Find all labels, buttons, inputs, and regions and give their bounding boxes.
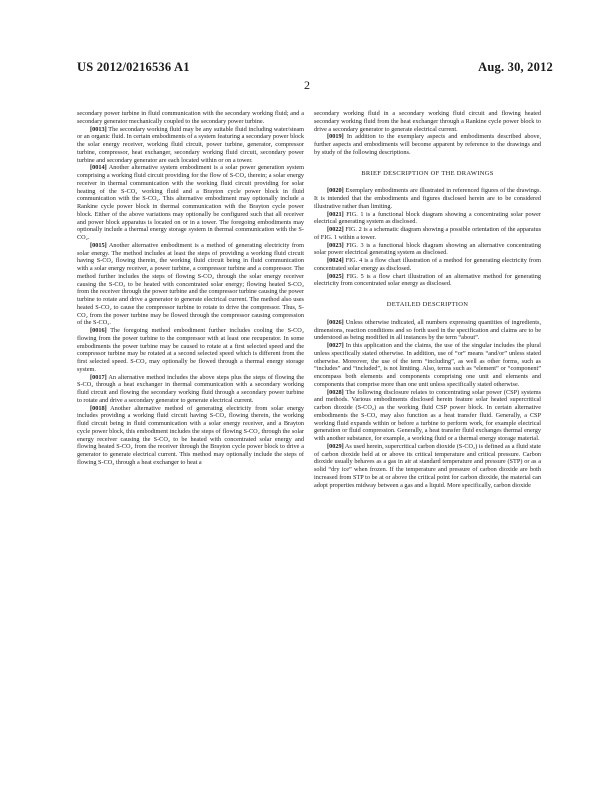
paragraph-number: [0026] <box>327 318 344 326</box>
paragraph-number: [0022] <box>327 226 344 233</box>
page-number: 2 <box>304 78 310 92</box>
paragraph-number: [0023] <box>327 241 344 249</box>
paragraph-0014 <box>77 164 304 242</box>
paragraph-number: [0029] <box>327 442 344 450</box>
publication-number: US 2012/0216536 A1 <box>77 60 190 74</box>
paragraph-0026 <box>314 319 541 342</box>
section-heading-drawings: BRIEF DESCRIPTION OF THE DRAWINGS <box>361 169 494 177</box>
paragraph-0029 <box>314 443 541 490</box>
left-column <box>77 110 304 467</box>
paragraph-text: In this application and the claims, the use of the singular includes the plural unless specifically stated otherwise. In addition, use of “or” means “and/or” unless stated otherwise. Moreover, the use of the term “including”, as well as other forms, such as “includes” and “included”, is not limiting. Also, terms such as “element” or “component” encompass both elements and components comprising one unit and elements and components that comprise more than one unit unless specifically stated otherwise. <box>314 342 542 388</box>
paragraph-0016 <box>77 327 304 374</box>
paragraph-0018 <box>77 405 304 467</box>
paragraph-0019 <box>314 133 541 156</box>
paragraph-text: FIG. 4 is a flow chart illustration of a method for generating electricity from concentrated solar energy as disclosed. <box>314 257 541 272</box>
paragraph-text: FIG. 3 is a functional block diagram showing an alternative concentrating solar power electrical generating system as disclosed. <box>314 241 542 257</box>
paragraph-number: [0021] <box>327 210 344 218</box>
paragraph-0025 <box>314 273 541 289</box>
section-heading-detailed: DETAILED DESCRIPTION <box>386 301 469 308</box>
paragraph-number: [0014] <box>90 164 107 172</box>
paragraph-text: Exemplary embodiments are illustrated in referenced figures of the drawings. It is intended that the embodiments and figures disclosed herein are to be considered illustrative rather than limiting. <box>314 187 542 210</box>
paragraph-0024 <box>314 257 541 273</box>
paragraph-0027 <box>314 342 541 389</box>
paragraph-0013 <box>77 126 304 165</box>
paragraph-text: FIG. 1 is a functional block diagram showing a concentrating solar power electrical generating system as disclosed. <box>314 210 541 226</box>
paragraph-0022 <box>314 226 541 242</box>
paragraph-number: [0027] <box>327 342 344 349</box>
paragraph-text: Another alternative method of generating electricity from solar energy includes providing a working fluid circuit having S-CO₂ flowing therein, the working fluid circuit being in fluid communication with a solar energy receiver, and a Brayton cycle power block, this embodiment includes the steps of flowing S-CO₂ through the solar energy receiver causing the S-CO₂ to be heated with concentrated solar energy and flowing heated S-CO₂ from the receiver through the Brayton cycle power block to drive a generator to generate electrical current. This method may optionally include the steps of flowing S-CO₂ through a heat exchanger to heat a <box>77 404 304 466</box>
paragraph-text: The following disclosure relates to concentrating solar power (CSP) systems and methods. Various embodiments disclosed herein feature solar heated supercritical carbon dioxide (S-CO₂) as the working fluid CSP power block. In certain alternative embodiments the S-CO₂ may also function as a heat transfer fluid. Generally, a CSP working fluid expands within or before a turbine to perform work, for example electrical generation or fluid compression. Generally, a heat transfer fluid exchanges thermal energy with another substance, for example, a working fluid or a thermal energy storage material. <box>314 388 542 442</box>
paragraph-number: [0013] <box>90 125 107 133</box>
paragraph-number: [0020] <box>327 187 344 195</box>
paragraph-text: An alternative method includes the above steps plus the steps of flowing the S-CO₂ through a heat exchanger in thermal communication with a secondary working fluid circuit and flowing the secondary working fluid through a secondary power turbine to rotate and drive a secondary generator to generate electrical current. <box>77 373 305 404</box>
paragraph <box>77 110 304 126</box>
paragraph-text: Unless otherwise indicated, all numbers expressing quantities of ingredients, dimensions, reaction conditions and so forth used in the specification and claims are to be understood as being modified in all instances by the term “about”. <box>314 318 542 342</box>
paragraph-text: secondary power turbine in fluid communication with the secondary working fluid; and a secondary generator mechanically coupled to the secondary power turbine. <box>77 110 304 125</box>
paragraph-text: Another alternative embodiment is a method of generating electricity from solar energy. The method includes at least the steps of providing a working fluid circuit having S-CO₂ flowing therein, the working fluid circuit being in fluid communication with a solar energy receiver, a power turbine, a compressor turbine and a compressor. The method further includes the steps of flowing S-CO₂ through the solar energy receiver causing the S-CO₂ to be heated with concentrated solar energy; flowing heated S-CO₂ from the receiver through the power turbine and the compressor turbine causing the power turbine to rotate and drive a generator to generate electrical current. The method also uses heated S-CO₂ to cause the compressor turbine to rotate to drive the compressor. Thus, S-CO₂ from the power turbine may be flowed through the compressor causing compression of the S-CO₂. <box>77 241 304 327</box>
paragraph-0028 <box>314 389 541 443</box>
paragraph-number: [0024] <box>327 257 344 264</box>
publication-date: Aug. 30, 2012 <box>478 60 553 74</box>
paragraph-text: The foregoing method embodiment further includes cooling the S-CO₂ flowing from the power turbine to the compressor with at least one recuperator. In some embodiments the power turbine may be caused to rotate at a first selected speed and the compressor turbine may be rotated at a second selected speed which is different from the first selected speed. S-CO₂ may optionally be flowed through a thermal energy storage system. <box>77 327 304 373</box>
paragraph-number: [0016] <box>90 327 107 334</box>
paragraph-number: [0017] <box>90 373 107 381</box>
paragraph-text: In addition to the exemplary aspects and embodiments described above, further aspects and embodiments will become apparent by reference to the drawings and by study of the following descriptions. <box>314 133 542 156</box>
paragraph-text: FIG. 2 is a schematic diagram showing a possible orientation of the apparatus of FIG. 1 within a tower. <box>314 226 541 241</box>
paragraph-text: FIG. 5 is a flow chart illustration of an alternative method for generating electricity from concentrated solar energy as disclosed. <box>314 272 541 288</box>
paragraph-text: Another alternative system embodiment is a solar power generation system comprising a working fluid circuit providing for the flow of S-CO₂ therein; a solar energy receiver in thermal communication with the working fluid circuit providing for solar heating of the S-CO₂ working fluid and a Brayton cycle power block in fluid communication with the S-CO₂. This alternative embodiment may optionally include a Rankine cycle power block in thermal communication with the Brayton cycle power block. Either of the above variations may optionally be configured such that all receiver and power block apparatus is located on or in a tower. The foregoing embodiments may optionally include a thermal energy storage system in thermal communication with the S-CO₂. <box>77 164 304 241</box>
paragraph-text: As used herein, supercritical carbon dioxide (S-CO₂) is defined as a fluid state of carbon dioxide held at or above its critical temperature and critical pressure. Carbon dioxide usually behaves as a gas in air at standard temperature and pressure (STP) or as a solid “dry ice” when frozen. If the temperature and pressure of carbon dioxide are both increased from STP to be at or above the critical point for carbon dioxide, the material can adopt properties midway between a gas and a liquid. More specifically, carbon dioxide <box>314 442 541 489</box>
paragraph-text: secondary working fluid in a secondary working fluid circuit and flowing heated secondary working fluid from the heat exchanger through a Rankine cycle power block to drive a secondary generator to generate electrical current. <box>314 110 541 133</box>
paragraph-0023 <box>314 242 541 258</box>
paragraph-0020 <box>314 187 541 210</box>
paragraph-0015 <box>77 242 304 327</box>
paragraph-number: [0019] <box>327 133 344 141</box>
paragraph-number: [0028] <box>327 388 344 396</box>
right-column <box>314 110 541 489</box>
paragraph-0017 <box>77 374 304 405</box>
paragraph <box>314 110 541 133</box>
paragraph-number: [0018] <box>90 404 107 412</box>
paragraph-number: [0015] <box>90 241 107 249</box>
paragraph-number: [0025] <box>327 272 344 280</box>
paragraph-text: The secondary working fluid may be any suitable fluid including water/steam or an organic fluid. In certain embodiments of a system featuring a secondary power block the solar energy receiver, working fluid circuit, power turbine, generator, compressor turbine, compressor, heat exchanger, secondary working fluid circuit, secondary power turbine and secondary generator are each located within or on a tower. <box>77 125 305 164</box>
paragraph-0021 <box>314 211 541 227</box>
